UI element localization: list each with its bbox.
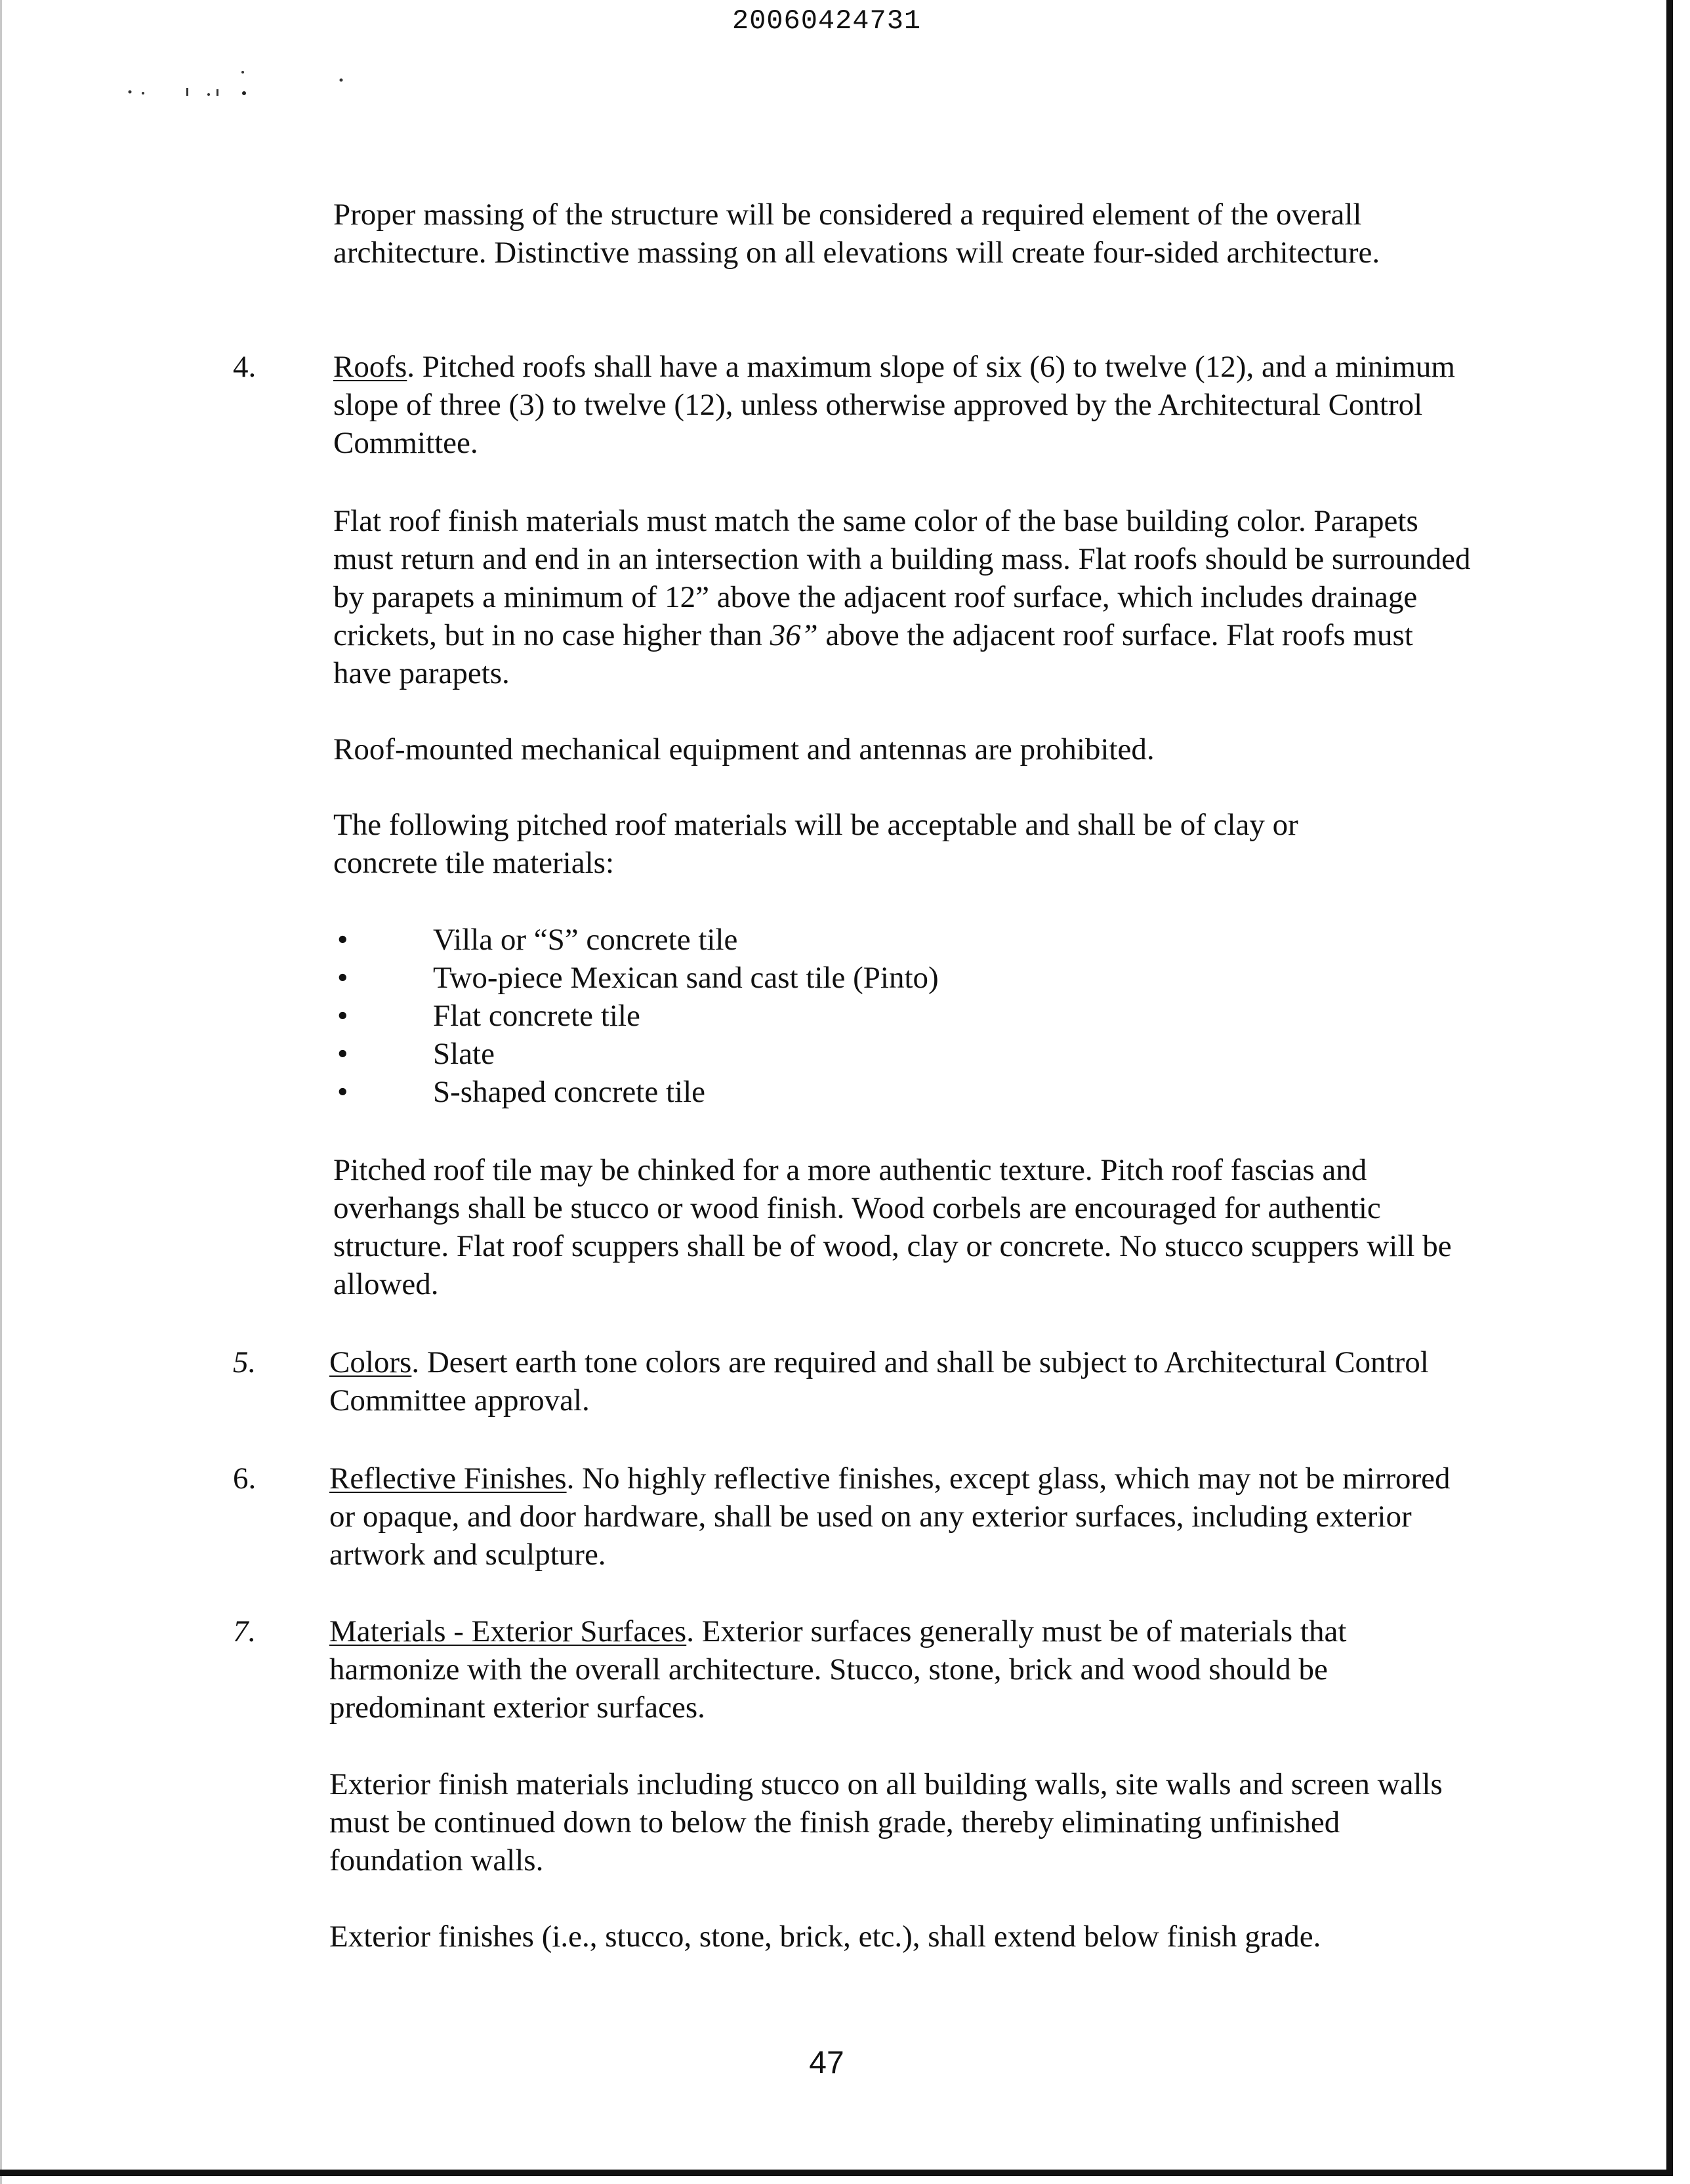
roofs-paragraph xyxy=(333,348,1475,462)
flat-roof-max-height: 36” xyxy=(770,618,818,652)
list-item xyxy=(333,1073,1449,1111)
flat-roof-text-end: above the adjacent roof surface. Flat roofs must have parapets. xyxy=(333,618,1413,690)
colors-paragraph xyxy=(329,1343,1471,1419)
reflective-paragraph xyxy=(329,1460,1471,1574)
reflective-heading: Reflective Finishes xyxy=(329,1461,567,1496)
page-number: 47 xyxy=(809,2046,844,2080)
materials-intro-paragraph: The following pitched roof materials will be acceptable and shall be of clay or concrete tile materials: xyxy=(333,808,1298,880)
flat-roof-text: Flat roof finish materials must match the same color of the base building color. Parapets must return and end in an intersection with a building mass. Flat roofs should be surrounded by parapets a minimum of 12” above the adjacent roof surface, which includes drainage crickets, but in no case higher than xyxy=(333,504,1471,652)
section-number-roofs: 4. xyxy=(233,350,257,384)
bullet: • xyxy=(337,1075,348,1109)
list-item xyxy=(333,959,1449,997)
mechanical-paragraph: Roof-mounted mechanical equipment and antennas are prohibited. xyxy=(333,732,1155,766)
intro-paragraph: Proper massing of the structure will be considered a required element of the overall architecture. Distinctive massing on all elevations will create four-sided architecture. xyxy=(333,198,1380,270)
section-number-colors: 5. xyxy=(233,1345,257,1379)
scan-border-bottom xyxy=(0,2170,1673,2176)
document-id: 20060424731 xyxy=(732,5,922,37)
bullet: • xyxy=(337,999,348,1033)
materials-paragraph xyxy=(329,1612,1471,1727)
scan-border-right xyxy=(1666,0,1673,2174)
list-item xyxy=(333,921,1449,959)
list-item-text: Slate xyxy=(433,1037,495,1071)
colors-text: . Desert earth tone colors are required and shall be subject to Architectural Control Committee approval. xyxy=(329,1345,1429,1418)
list-item-text: S-shaped concrete tile xyxy=(433,1075,705,1109)
roofs-heading: Roofs xyxy=(333,350,407,384)
flat-roof-paragraph xyxy=(333,502,1475,692)
section-number-reflective: 6. xyxy=(233,1461,257,1496)
materials-heading: Materials - Exterior Surfaces xyxy=(329,1614,687,1648)
list-item-text: Villa or “S” concrete tile xyxy=(433,923,738,957)
section-number-materials: 7. xyxy=(233,1614,257,1648)
materials-text: . Exterior surfaces generally must be of materials that harmonize with the overall architecture. Stucco, stone, brick and wood should be predominant exterior surfaces. xyxy=(329,1614,1347,1725)
bullet: • xyxy=(337,923,348,957)
roof-materials-list xyxy=(333,921,1449,1111)
tile-paragraph: Pitched roof tile may be chinked for a more authentic texture. Pitch roof fascias and overhangs shall be stucco or wood finish. Wood corbels are encouraged for authentic structure. Flat roof scuppers shall be of wood, clay or concrete. No stucco scuppers will be allowed. xyxy=(333,1153,1452,1301)
scan-edge xyxy=(0,0,2,2184)
bullet: • xyxy=(337,1037,348,1071)
scan-speckle xyxy=(125,66,361,112)
finish-paragraph: Exterior finish materials including stucco on all building walls, site walls and screen walls must be continued down to below the finish grade, thereby eliminating unfinished foundation walls. xyxy=(329,1767,1443,1878)
reflective-text: . No highly reflective finishes, except glass, which may not be mirrored or opaque, and door hardware, shall be used on any exterior surfaces, including exterior artwork and sculpture. xyxy=(329,1461,1451,1572)
colors-heading: Colors xyxy=(329,1345,412,1379)
grade-paragraph: Exterior finishes (i.e., stucco, stone, brick, etc.), shall extend below finish grade. xyxy=(329,1920,1321,1954)
list-item xyxy=(333,997,1449,1035)
list-item-text: Flat concrete tile xyxy=(433,999,640,1033)
roofs-text: . Pitched roofs shall have a maximum slope of six (6) to twelve (12), and a minimum slope of three (3) to twelve (12), unless otherwise approved by the Architectural Control Committee. xyxy=(333,350,1455,460)
bullet: • xyxy=(337,961,348,995)
list-item xyxy=(333,1035,1449,1073)
list-item-text: Two-piece Mexican sand cast tile (Pinto) xyxy=(433,961,939,995)
